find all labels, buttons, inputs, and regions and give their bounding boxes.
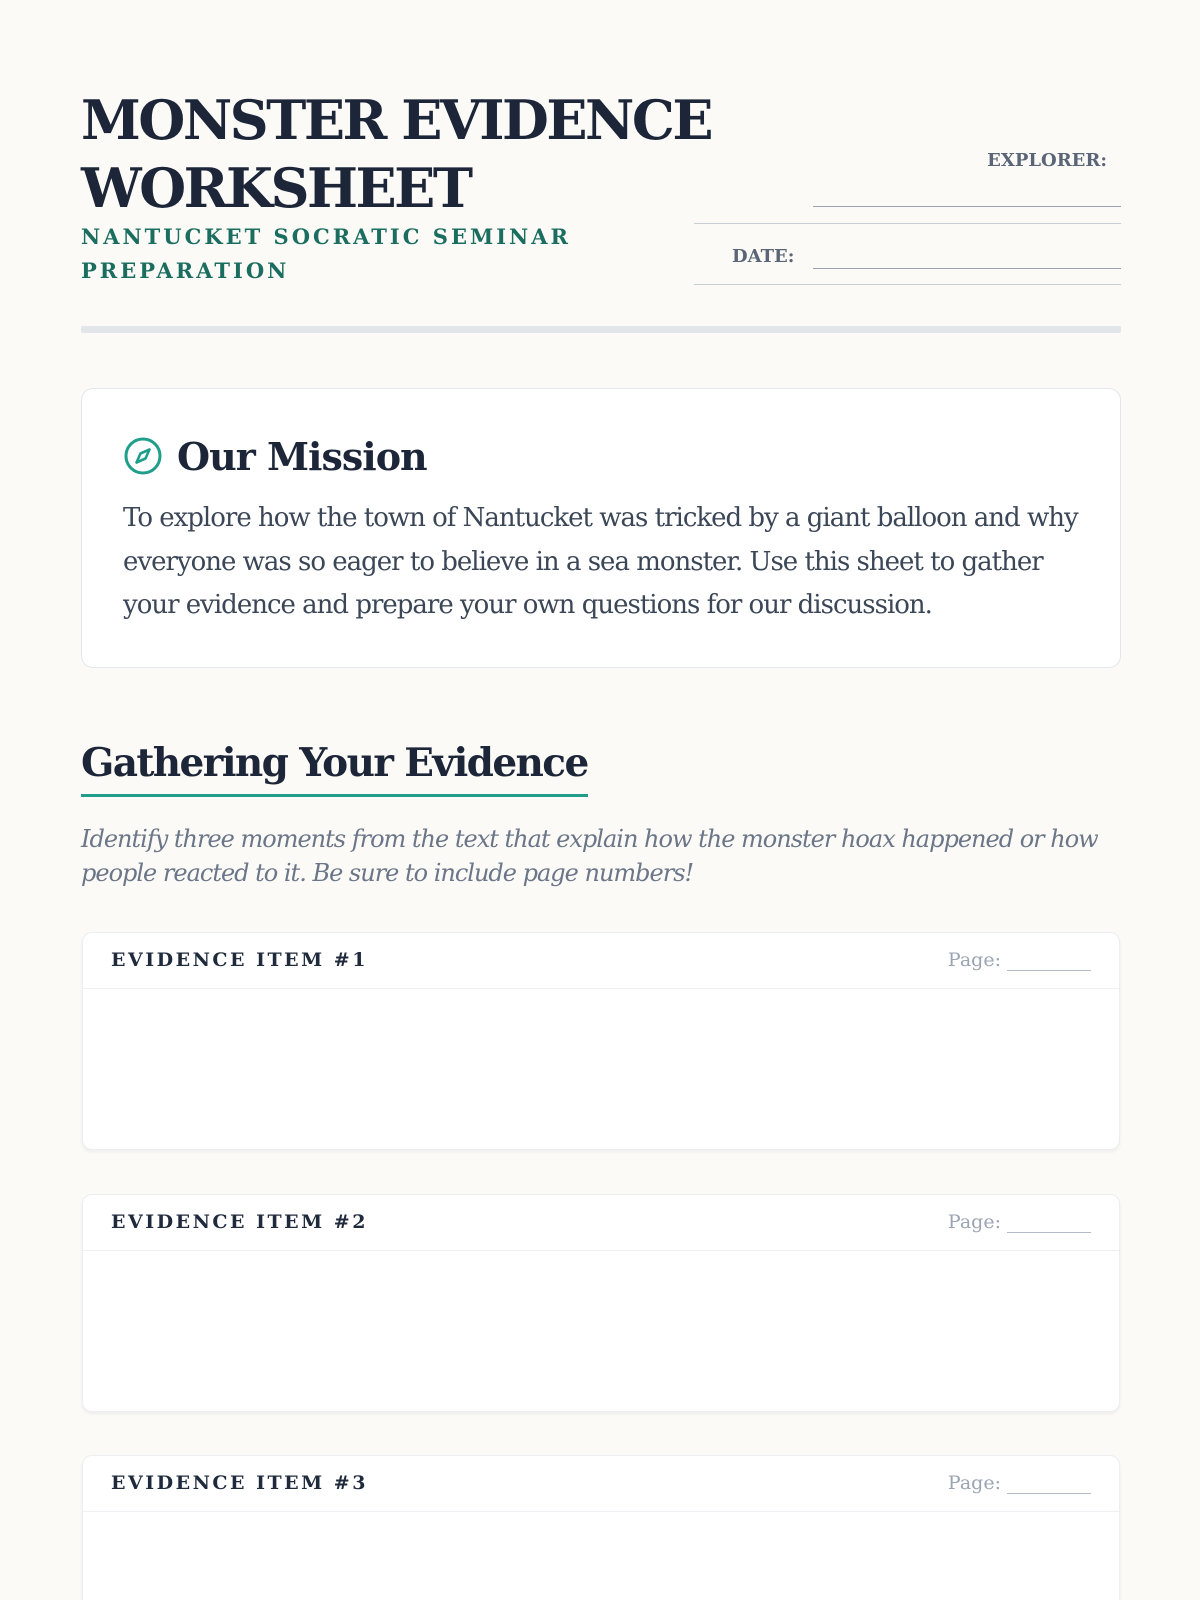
header-divider: [81, 326, 1121, 333]
mission-title: Our Mission: [177, 433, 427, 479]
mission-card: [81, 388, 1121, 668]
student-info-fields: [694, 140, 1121, 285]
mission-text: To explore how the town of Nantucket was tricked by a giant balloon and why everyone was so eager to believe in a sea monster. Use this sheet to gather your evidence and prepare your own questions for our discussion.: [123, 503, 1078, 620]
evidence-section-title: Gathering Your Evidence: [81, 738, 588, 797]
evidence-item-label: EVIDENCE ITEM #3: [111, 1472, 368, 1494]
explorer-field[interactable]: [694, 140, 1121, 224]
mission-heading: [123, 433, 1080, 479]
evidence-writing-area[interactable]: [83, 1512, 1119, 1600]
evidence-instructions: Identify three moments from the text that explain how the monster hoax happened or how people reacted to it. Be sure to include page numbers!: [81, 825, 1098, 887]
explorer-write-line[interactable]: [813, 206, 1121, 207]
explorer-label: EXPLORER:: [987, 150, 1107, 171]
page-label: Page:: [947, 1472, 1001, 1494]
page-number-field[interactable]: [948, 949, 1091, 971]
page-write-line[interactable]: [1007, 954, 1091, 971]
page-number-field[interactable]: [948, 1211, 1091, 1233]
worksheet-header: [81, 0, 1121, 335]
evidence-item-header: [83, 1456, 1119, 1512]
evidence-item-header: [83, 933, 1119, 989]
page-write-line[interactable]: [1007, 1216, 1091, 1233]
page-label: Page:: [947, 949, 1001, 971]
page-number-field[interactable]: [948, 1472, 1091, 1494]
evidence-item-card: [82, 932, 1120, 1150]
evidence-item-card: [82, 1455, 1120, 1600]
date-label: DATE:: [732, 246, 795, 267]
page-label: Page:: [947, 1211, 1001, 1233]
worksheet-page: [81, 0, 1121, 1494]
evidence-writing-area[interactable]: [83, 1251, 1119, 1411]
evidence-writing-area[interactable]: [83, 989, 1119, 1149]
evidence-item-label: EVIDENCE ITEM #2: [111, 1211, 368, 1233]
date-field[interactable]: [694, 224, 1121, 285]
evidence-item-label: EVIDENCE ITEM #1: [111, 949, 368, 971]
worksheet-title: MONSTER EVIDENCE WORKSHEET: [81, 88, 711, 220]
evidence-item-header: [83, 1195, 1119, 1251]
evidence-item-card: [82, 1194, 1120, 1412]
page-write-line[interactable]: [1007, 1477, 1091, 1494]
worksheet-subtitle: NANTUCKET SOCRATIC SEMINAR PREPARATION: [81, 224, 571, 283]
compass-icon: [123, 436, 163, 476]
date-write-line[interactable]: [813, 268, 1121, 269]
evidence-heading: [81, 738, 588, 797]
